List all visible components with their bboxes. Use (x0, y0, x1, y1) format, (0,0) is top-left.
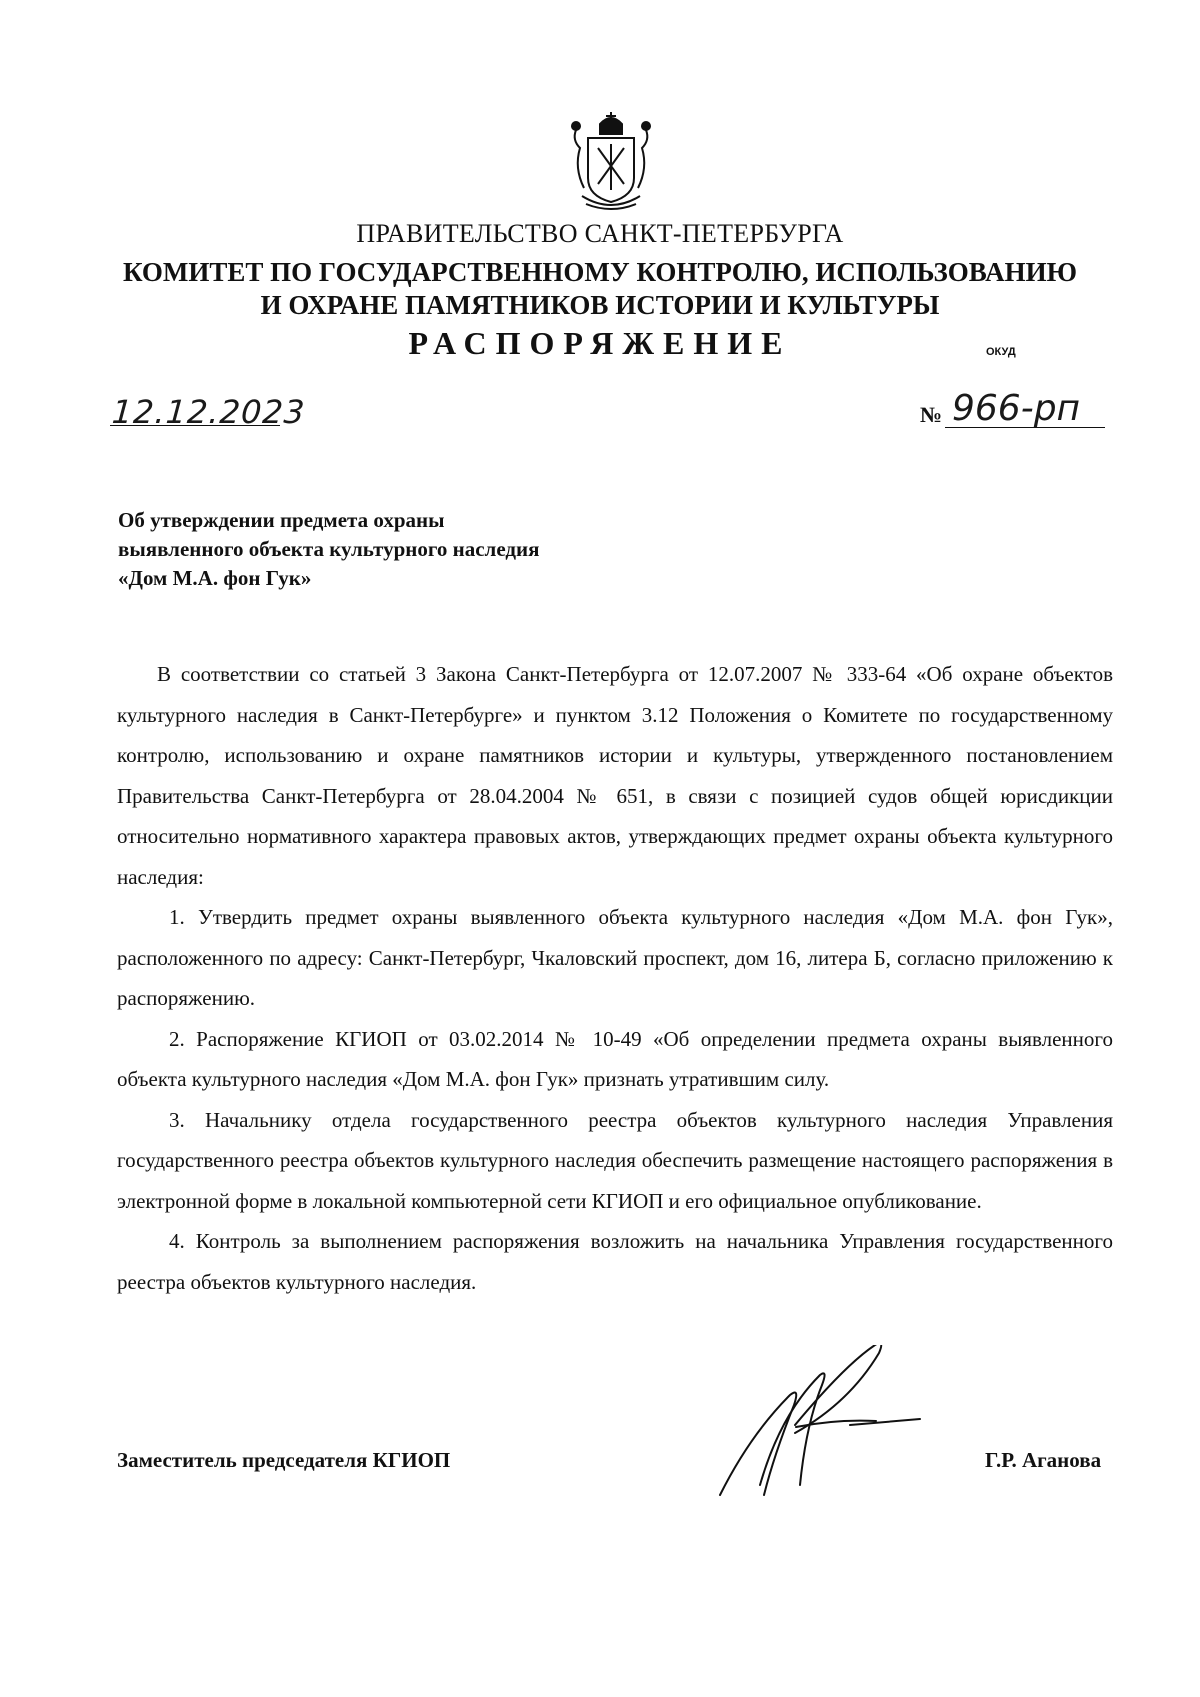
signatory-role: Заместитель председателя КГИОП (117, 1448, 451, 1472)
committee-title (0, 256, 1200, 322)
subject-line1: Об утверждении предмета охраны (118, 508, 445, 532)
item-3-paragraph: 3. Начальнику отдела государственного реестра объектов культурного наследия Управления государственного реестра объектов культурного наследия обеспечить размещение настоящего распоряжения в электронной форме в локальной компьютерной сети КГИОП и его официальное опубликование. (117, 1107, 1113, 1213)
government-title: ПРАВИТЕЛЬСТВО САНКТ-ПЕТЕРБУРГА (356, 219, 844, 248)
document-type: РАСПОРЯЖЕНИЕ (408, 325, 792, 361)
document-subject (118, 506, 539, 593)
number-sign: № (920, 402, 943, 427)
subject-line2: выявленного объекта культурного наследия (118, 537, 540, 561)
document-body (117, 654, 1113, 1302)
subject-line3: «Дом М.А. фон Гук» (118, 566, 312, 590)
handwritten-signature-icon (700, 1345, 930, 1515)
number-underline (945, 427, 1105, 428)
item-2-paragraph: 2. Распоряжение КГИОП от 03.02.2014 № 10-49 «Об определении предмета охраны выявленного объекта культурного наследия «Дом М.А. фон Гук» признать утратившим силу. (117, 1026, 1113, 1091)
document-number: 966-рп (952, 388, 1081, 429)
st-petersburg-coat-of-arms-icon (568, 110, 654, 214)
signatory-name: Г.Р. Аганова (985, 1448, 1102, 1472)
item-1-paragraph: 1. Утвердить предмет охраны выявленного объекта культурного наследия «Дом М.А. фон Гук», расположенного по адресу: Санкт-Петербург, Чкаловский проспект, дом 16, литера Б, согласно приложению к распоряжению. (117, 905, 1113, 1010)
committee-title-line2: И ОХРАНЕ ПАМЯТНИКОВ ИСТОРИИ И КУЛЬТУРЫ (260, 290, 940, 320)
date-underline (110, 425, 280, 426)
item-4-paragraph: 4. Контроль за выполнением распоряжения возложить на начальника Управления государственного реестра объектов культурного наследия. (117, 1229, 1113, 1294)
okud-label: ОКУД (986, 346, 1016, 358)
preamble-paragraph: В соответствии со статьей 3 Закона Санкт-Петербурга от 12.07.2007 № 333-64 «Об охране объектов культурного наследия в Санкт-Петербурге» и пунктом 3.12 Положения о Комитете по государственному контролю, использованию и охране памятников истории и культуры, утвержденного постановлением Правительства Санкт-Петербурга от 28.04.2004 № 651, в связи с позицией судов общей юрисдикции относительно нормативного характера правовых актов, утверждающих предмет охраны объекта культурного наследия: (117, 662, 1113, 889)
committee-title-line1: КОМИТЕТ ПО ГОСУДАРСТВЕННОМУ КОНТРОЛЮ, ИСПОЛЬЗОВАНИЮ (123, 257, 1077, 287)
document-date: 12.12.2023 (110, 393, 307, 431)
